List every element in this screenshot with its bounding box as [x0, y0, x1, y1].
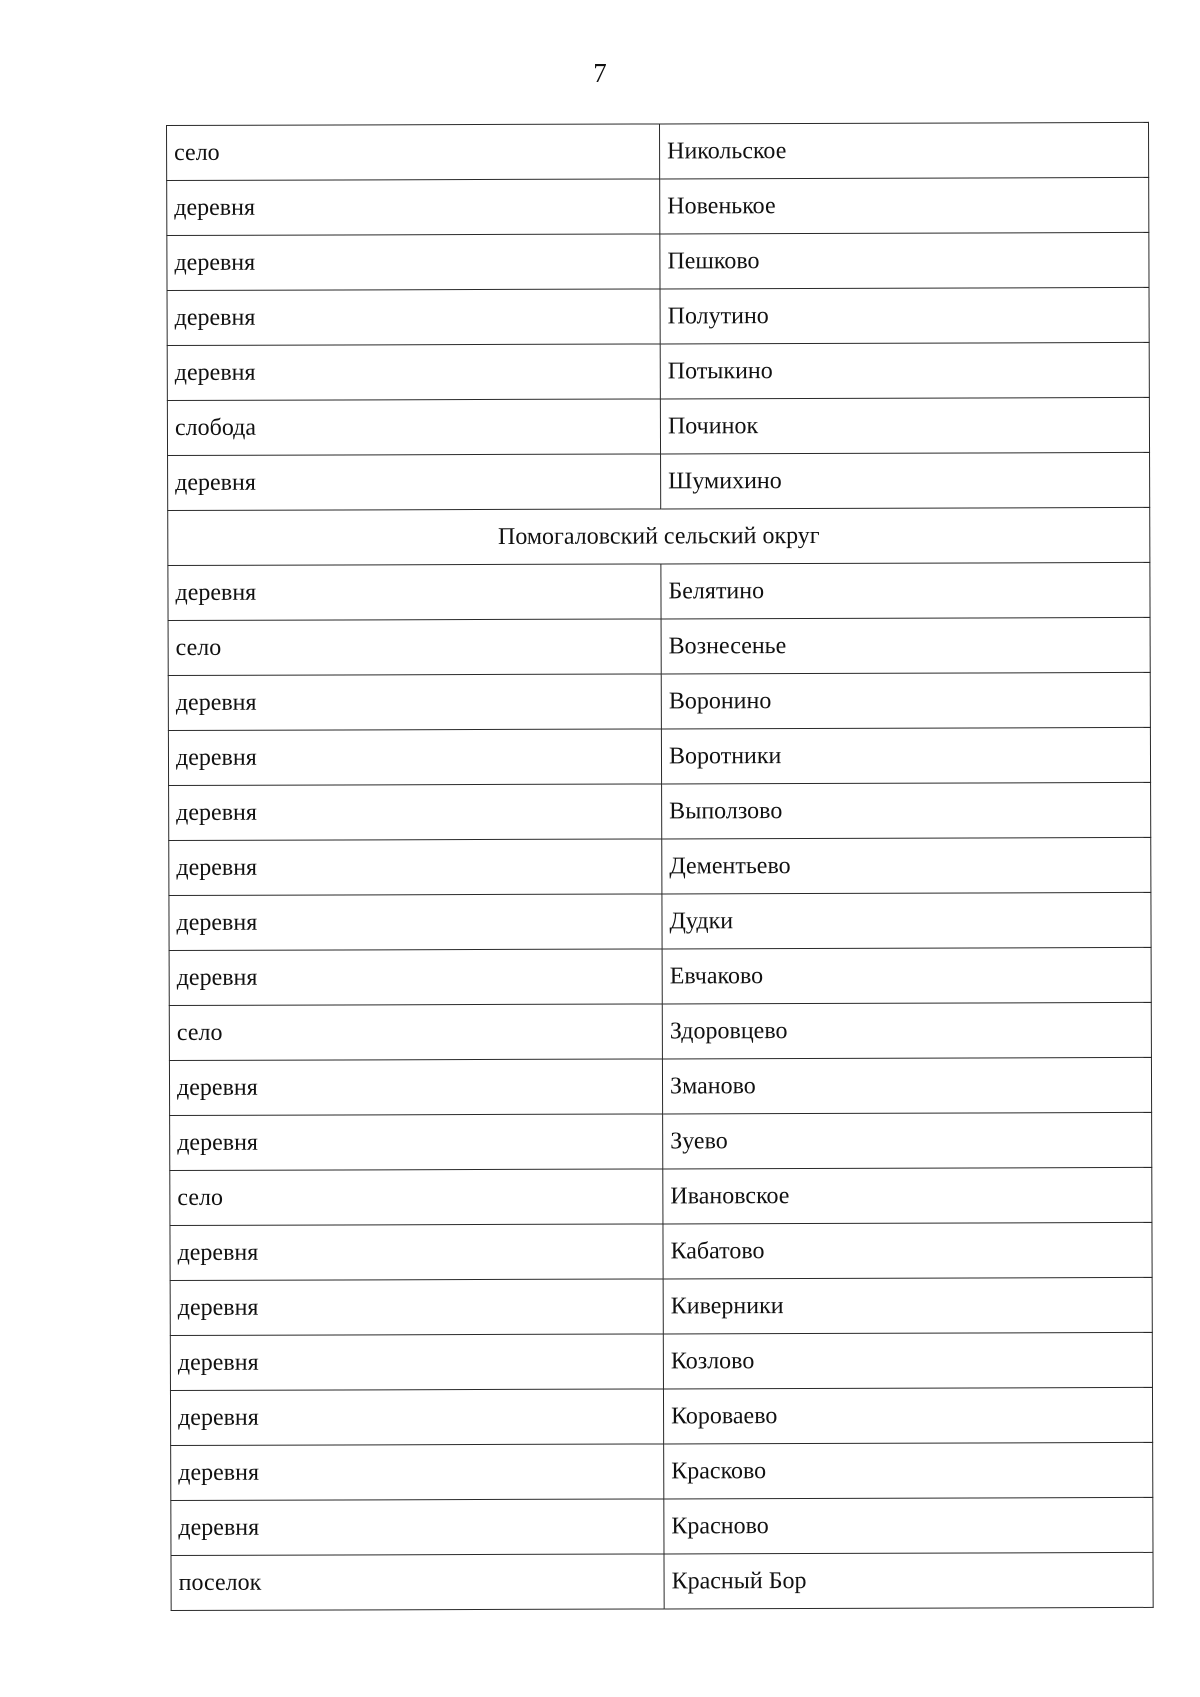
- table-row: [169, 782, 1151, 840]
- table-row: [169, 1057, 1151, 1115]
- settlement-type-cell: деревня: [170, 1334, 663, 1391]
- settlement-type-cell: деревня: [167, 289, 660, 346]
- settlements-table-body: [167, 122, 1154, 1610]
- settlement-name-cell: Ивановское: [663, 1167, 1152, 1224]
- settlement-type-cell: слобода: [167, 399, 660, 456]
- settlement-type-cell: село: [170, 1169, 663, 1226]
- table-row: [167, 177, 1149, 235]
- settlement-type-cell: деревня: [170, 1279, 663, 1336]
- settlement-name-cell: Красный Бор: [664, 1552, 1153, 1609]
- settlement-name-cell: Никольское: [659, 122, 1148, 179]
- settlement-name-cell: Потыкино: [660, 342, 1149, 399]
- settlements-table-container: [166, 122, 1153, 1611]
- settlement-type-cell: деревня: [167, 179, 660, 236]
- table-row: [169, 947, 1151, 1005]
- settlement-name-cell: Полутино: [660, 287, 1149, 344]
- settlement-type-cell: деревня: [171, 1499, 664, 1556]
- table-row: [168, 452, 1150, 510]
- settlement-type-cell: деревня: [169, 894, 662, 951]
- table-row: [167, 397, 1149, 455]
- settlement-type-cell: деревня: [169, 839, 662, 896]
- table-row: [170, 1112, 1152, 1170]
- settlement-type-cell: деревня: [168, 729, 661, 786]
- settlement-type-cell: поселок: [171, 1554, 664, 1611]
- settlement-name-cell: Зманово: [662, 1057, 1151, 1114]
- settlement-type-cell: деревня: [170, 1114, 663, 1171]
- table-row: [167, 342, 1149, 400]
- table-row: [169, 1002, 1151, 1060]
- settlement-type-cell: деревня: [169, 784, 662, 841]
- settlement-type-cell: село: [168, 619, 661, 676]
- table-row: [170, 1277, 1152, 1335]
- settlement-type-cell: село: [169, 1004, 662, 1061]
- settlement-type-cell: деревня: [167, 344, 660, 401]
- table-row: [168, 672, 1150, 730]
- table-row: [167, 122, 1149, 180]
- settlement-type-cell: село: [167, 124, 660, 181]
- table-row: [169, 892, 1151, 950]
- table-row: [170, 1387, 1152, 1445]
- table-row: [167, 287, 1149, 345]
- settlement-name-cell: Починок: [660, 397, 1149, 454]
- settlement-name-cell: Зуево: [663, 1112, 1152, 1169]
- settlement-name-cell: Кабатово: [663, 1222, 1152, 1279]
- settlement-type-cell: деревня: [168, 454, 661, 511]
- settlement-name-cell: Дементьево: [662, 837, 1151, 894]
- table-row: [168, 617, 1150, 675]
- section-heading-row: [168, 507, 1150, 565]
- settlement-name-cell: Короваево: [663, 1387, 1152, 1444]
- table-row: [167, 232, 1149, 290]
- table-row: [170, 1332, 1152, 1390]
- settlement-type-cell: деревня: [171, 1444, 664, 1501]
- settlement-name-cell: Воронино: [661, 672, 1150, 729]
- table-row: [170, 1222, 1152, 1280]
- section-heading: Помогаловский сельский округ: [168, 507, 1150, 565]
- table-row: [170, 1167, 1152, 1225]
- settlements-table: [166, 122, 1154, 1611]
- settlement-name-cell: Новенькое: [660, 177, 1149, 234]
- settlement-type-cell: деревня: [170, 1224, 663, 1281]
- settlement-type-cell: деревня: [167, 234, 660, 291]
- settlement-name-cell: Дудки: [662, 892, 1151, 949]
- settlement-name-cell: Пешково: [660, 232, 1149, 289]
- table-row: [169, 837, 1151, 895]
- table-row: [171, 1552, 1153, 1610]
- settlement-name-cell: Евчаково: [662, 947, 1151, 1004]
- settlement-type-cell: деревня: [168, 564, 661, 621]
- settlement-name-cell: Воротники: [661, 727, 1150, 784]
- settlement-name-cell: Выползово: [662, 782, 1151, 839]
- settlement-type-cell: деревня: [169, 949, 662, 1006]
- settlement-name-cell: Красново: [664, 1497, 1153, 1554]
- table-row: [171, 1497, 1153, 1555]
- settlement-name-cell: Вознесенье: [661, 617, 1150, 674]
- settlement-name-cell: Киверники: [663, 1277, 1152, 1334]
- settlement-name-cell: Красково: [664, 1442, 1153, 1499]
- settlement-name-cell: Козлово: [663, 1332, 1152, 1389]
- settlement-name-cell: Белятино: [661, 562, 1150, 619]
- settlement-type-cell: деревня: [168, 674, 661, 731]
- settlement-name-cell: Здоровцево: [662, 1002, 1151, 1059]
- table-row: [171, 1442, 1153, 1500]
- page-number: 7: [593, 58, 607, 88]
- settlement-type-cell: деревня: [169, 1059, 662, 1116]
- table-row: [168, 562, 1150, 620]
- table-row: [168, 727, 1150, 785]
- settlement-name-cell: Шумихино: [661, 452, 1150, 509]
- settlement-type-cell: деревня: [170, 1389, 663, 1446]
